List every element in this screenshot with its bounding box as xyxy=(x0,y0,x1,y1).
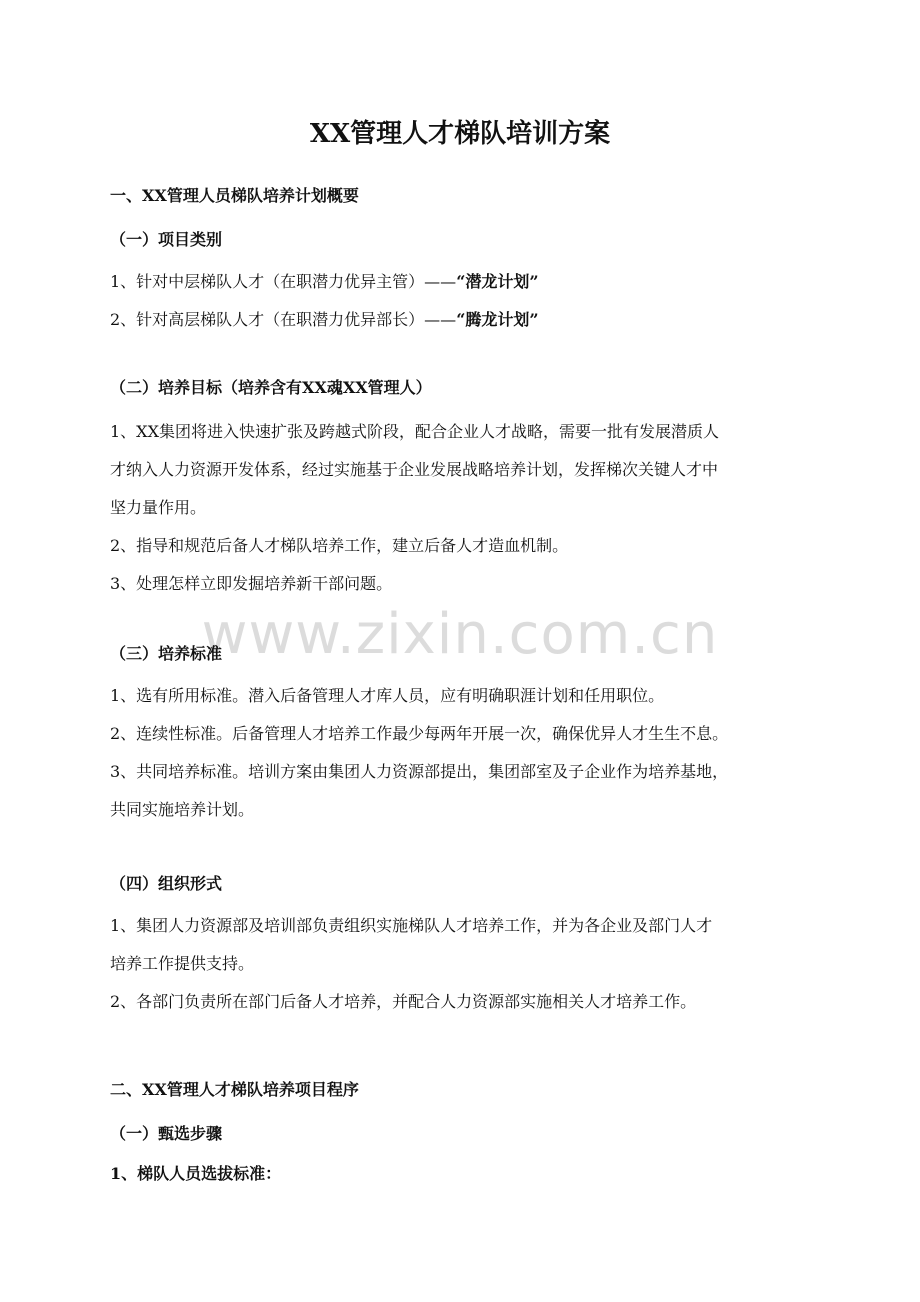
paragraph-line: 1、选有所用标准。潜入后备管理人才库人员，应有明确职涯计划和任用职位。 xyxy=(110,686,665,705)
paragraph-line: 2、连续性标准。后备管理人才培养工作最少每两年开展一次，确保优异人才生生不息。 xyxy=(110,724,729,743)
sub-1-4-heading: （四）组织形式 xyxy=(110,874,223,893)
sub-2-1-heading: （一）甄选步骤 xyxy=(110,1124,223,1143)
watermark: www.zixin.com.cn xyxy=(201,602,719,667)
section-2-heading: 二、XX管理人才梯队培养项目程序 xyxy=(110,1080,359,1099)
paragraph-line: 3、处理怎样立即发掘培养新干部问题。 xyxy=(110,574,393,593)
paragraph-line: 坚力量作用。 xyxy=(110,498,207,517)
plan-name: “腾龙计划” xyxy=(456,310,539,329)
paragraph-line: 1、XX集团将进入快速扩张及跨越式阶段，配合企业人才战略，需要一批有发展潜质人 xyxy=(110,422,719,441)
paragraph-line: 2、各部门负责所在部门后备人才培养，并配合人力资源部实施相关人才培养工作。 xyxy=(110,992,697,1011)
paragraph-line: 才纳入人力资源开发体系，经过实施基于企业发展战略培养计划，发挥梯次关键人才中 xyxy=(110,460,719,479)
list-item: 1、梯队人员选拔标准： xyxy=(110,1164,282,1183)
list-item xyxy=(110,308,815,332)
section-1-heading: 一、XX管理人员梯队培养计划概要 xyxy=(110,186,359,205)
list-item xyxy=(110,270,815,294)
paragraph-line: 共同实施培养计划。 xyxy=(110,800,255,819)
sub-1-3-heading: （三）培养标准 xyxy=(110,644,223,663)
item-text: 1、针对中层梯队人才（在职潜力优异主管）—— xyxy=(110,272,457,291)
paragraph-line: 3、共同培养标准。培训方案由集团人力资源部提出，集团部室及子企业作为培养基地， xyxy=(110,762,729,781)
sub-1-1-heading: （一）项目类别 xyxy=(110,230,223,249)
document-title: XX管理人才梯队培训方案 xyxy=(309,119,611,149)
paragraph-line: 2、指导和规范后备人才梯队培养工作，建立后备人才造血机制。 xyxy=(110,536,569,555)
plan-name: “潜龙计划” xyxy=(456,272,539,291)
paragraph-line: 培养工作提供支持。 xyxy=(110,954,255,973)
paragraph-line: 1、集团人力资源部及培训部负责组织实施梯队人才培养工作，并为各企业及部门人才 xyxy=(110,916,713,935)
sub-1-2-heading: （二）培养目标（培养含有XX魂XX管理人） xyxy=(110,378,432,397)
item-text: 2、针对高层梯队人才（在职潜力优异部长）—— xyxy=(110,310,457,329)
